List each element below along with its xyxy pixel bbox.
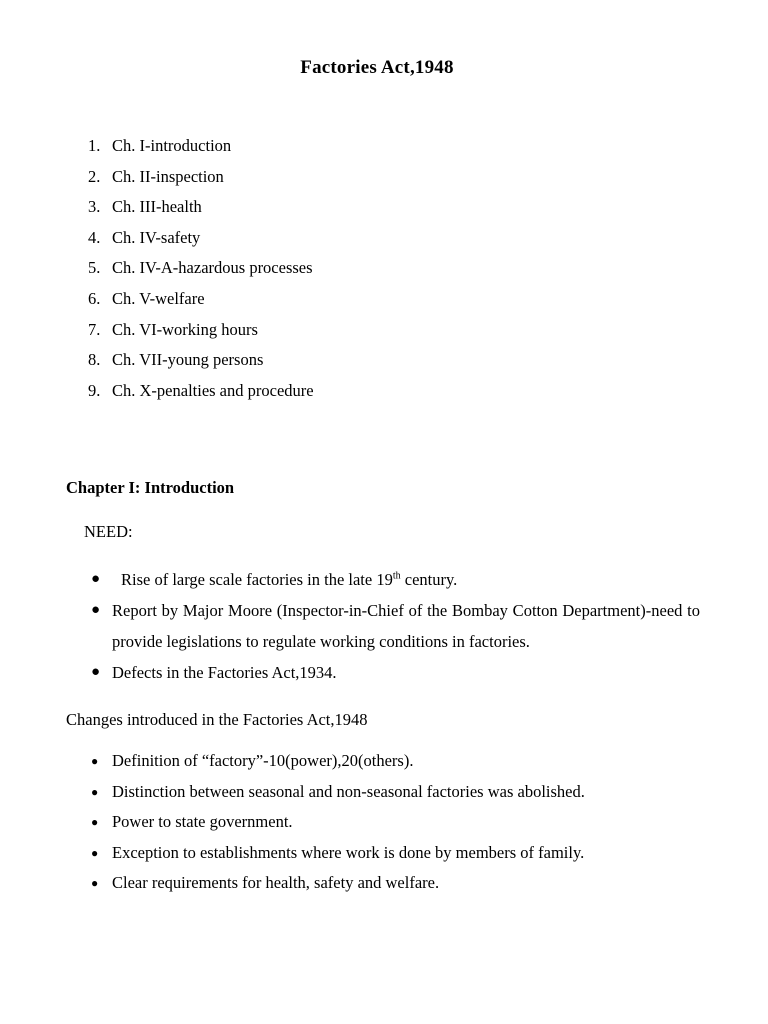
list-item-number: 4. [88,227,101,247]
list-item [0,192,768,223]
list-item [0,807,768,838]
bullet-icon: ● [91,571,101,588]
list-item [0,595,768,657]
list-item-label: Ch. IV-safety [112,227,201,247]
list-item [0,746,768,777]
list-item-number: 8. [88,350,101,370]
list-item-label: Ch. II-inspection [112,166,224,186]
list-item-label: Exception to establishments where work is done by members of family. [112,842,585,862]
list-item-number: 1. [88,136,101,155]
list-item-label: Clear requirements for health, safety and welfare. [112,873,440,893]
list-item [0,315,768,346]
need-label: NEED: [84,522,133,542]
chapter-list [0,79,768,406]
list-item-number: 3. [88,197,101,217]
list-item [0,284,768,315]
list-item-label: Ch. X-penalties and procedure [112,380,314,400]
bullet-icon: ● [91,754,99,769]
list-item [0,345,768,376]
list-item [0,376,768,407]
list-item [0,838,768,869]
list-item-label: Ch. I-introduction [112,136,232,155]
changes-bullet-list [0,730,768,899]
list-item-label: Report by Major Moore (Inspector-in-Chief of the Bombay Cotton Department)-need to provide legislations to regulate working conditions in factories. [112,601,700,652]
bullet-icon: ● [91,815,99,830]
list-item-number: 7. [88,319,101,339]
bullet-icon: ● [91,845,99,860]
changes-paragraph: Changes introduced in the Factories Act,1948 [66,710,368,730]
list-item [0,657,768,688]
bullet-icon: ● [91,784,99,799]
list-item [0,162,768,193]
list-item-label: Ch. III-health [112,197,202,217]
bullet-icon: ● [91,876,99,891]
page-title: Factories Act,1948 [300,57,454,78]
list-item [0,777,768,808]
list-item [0,223,768,254]
list-item [0,131,768,162]
list-item-number: 9. [88,380,101,400]
list-item-label: Definition of “factory”-10(power),20(others). [112,751,414,771]
bullet-icon: ● [91,664,101,681]
list-item-number: 5. [88,258,101,278]
need-bullet-list [0,542,768,688]
chapter-heading: Chapter I: Introduction [66,478,235,498]
list-item-label: Ch. V-welfare [112,288,205,308]
list-item-label: Distinction between seasonal and non-seasonal factories was abolished. [112,781,585,801]
list-item-number: 2. [88,166,101,186]
list-item-label-tail: century. [400,570,458,590]
list-item [0,868,768,899]
list-item-label: Ch. VI-working hours [112,319,258,339]
list-item-label: Power to state government. [112,812,293,832]
list-item-label: Rise of large scale factories in the late 19 [121,570,393,590]
superscript-ordinal: th [392,570,401,582]
list-item [0,564,768,595]
list-item-label: Ch. VII-young persons [112,350,264,370]
list-item-label: Defects in the Factories Act,1934. [112,663,337,683]
list-item-number: 6. [88,288,101,308]
bullet-icon: ● [91,602,101,619]
list-item [0,253,768,284]
list-item-label: Ch. IV-A-hazardous processes [112,258,313,278]
